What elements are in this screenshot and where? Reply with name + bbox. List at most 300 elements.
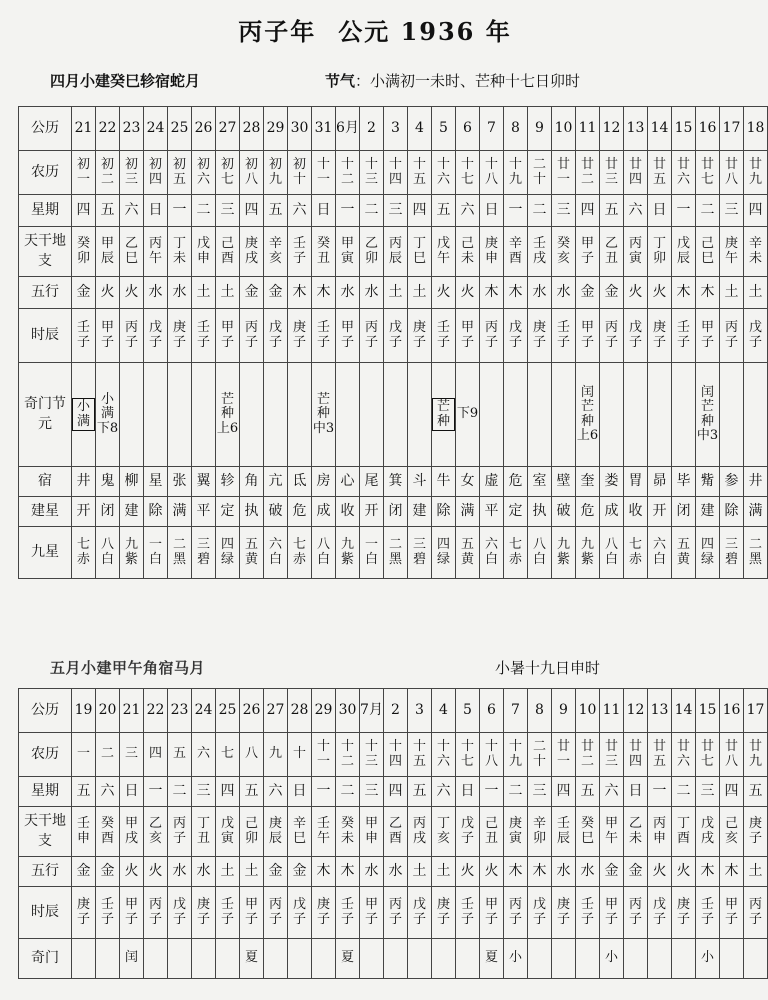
qimen-cell: 小	[600, 939, 624, 979]
qimen-cell	[288, 363, 312, 467]
row-label: 奇门	[19, 939, 72, 979]
xingqi-cell: 三	[696, 777, 720, 807]
gongli-cell: 9	[552, 689, 576, 733]
xingqi-cell: 一	[504, 195, 528, 227]
nongli-cell: 初八	[240, 151, 264, 195]
jianxing-cell: 平	[480, 497, 504, 527]
jianxing-cell: 开	[648, 497, 672, 527]
wuxing-cell: 火	[456, 857, 480, 887]
xingqi-cell: 五	[72, 777, 96, 807]
wuxing-cell: 水	[576, 857, 600, 887]
ganzhi-cell: 己巳	[696, 227, 720, 277]
ganzhi-cell: 乙未	[624, 807, 648, 857]
nongli-cell: 十九	[504, 151, 528, 195]
gongli-cell: 24	[144, 107, 168, 151]
jianxing-cell: 满	[456, 497, 480, 527]
row-label: 天干地支	[19, 227, 72, 277]
shichen-cell: 甲子	[720, 887, 744, 939]
xingqi-cell: 六	[624, 195, 648, 227]
wuxing-cell: 土	[192, 277, 216, 309]
gongli-cell: 3	[384, 107, 408, 151]
xiu-cell: 女	[456, 467, 480, 497]
qimen-cell: 下9	[456, 363, 480, 467]
ganzhi-cell: 戊寅	[216, 807, 240, 857]
gongli-cell: 23	[120, 107, 144, 151]
jianxing-cell: 平	[192, 497, 216, 527]
wuxing-cell: 土	[408, 277, 432, 309]
gongli-cell: 18	[744, 107, 768, 151]
gongli-cell: 3	[408, 689, 432, 733]
row-jiuxing	[19, 527, 768, 579]
xingqi-cell: 一	[480, 777, 504, 807]
gongli-cell: 16	[720, 689, 744, 733]
ganzhi-cell: 丙辰	[384, 227, 408, 277]
shichen-cell: 戊子	[264, 309, 288, 363]
jianxing-cell: 闭	[96, 497, 120, 527]
nongli-cell: 初二	[96, 151, 120, 195]
jianxing-cell: 建	[408, 497, 432, 527]
xingqi-cell: 六	[288, 195, 312, 227]
qimen-cell	[168, 939, 192, 979]
qimen-cell: 闰芒种上6	[576, 363, 600, 467]
qimen-cell	[504, 363, 528, 467]
wuxing-cell: 水	[552, 857, 576, 887]
xiu-cell: 井	[72, 467, 96, 497]
ganzhi-cell: 甲寅	[336, 227, 360, 277]
ganzhi-cell: 壬子	[288, 227, 312, 277]
ganzhi-cell: 己未	[456, 227, 480, 277]
ganzhi-cell: 丁巳	[408, 227, 432, 277]
nongli-cell: 廿七	[696, 151, 720, 195]
gongli-cell: 23	[168, 689, 192, 733]
wuxing-cell: 木	[696, 277, 720, 309]
wuxing-cell: 木	[720, 857, 744, 887]
wuxing-cell: 土	[744, 857, 768, 887]
xingqi-cell: 六	[264, 777, 288, 807]
ganzhi-cell: 己酉	[216, 227, 240, 277]
ganzhi-cell: 己丑	[480, 807, 504, 857]
gongli-cell: 11	[600, 689, 624, 733]
xiu-cell: 胃	[624, 467, 648, 497]
shichen-cell: 庚子	[312, 887, 336, 939]
xiu-cell: 轸	[216, 467, 240, 497]
gongli-cell: 30	[288, 107, 312, 151]
row-xiu	[19, 467, 768, 497]
wuxing-cell: 木	[672, 277, 696, 309]
wuxing-cell: 火	[144, 857, 168, 887]
nongli-cell: 初十	[288, 151, 312, 195]
wuxing-cell: 火	[648, 277, 672, 309]
qimen-cell: 小满	[72, 363, 96, 467]
nongli-cell: 九	[264, 733, 288, 777]
nongli-cell: 十三	[360, 151, 384, 195]
month-title: 四月小建癸巳轸宿蛇月	[50, 72, 201, 90]
jiuxing-cell: 五黄	[456, 527, 480, 579]
nongli-cell: 廿八	[720, 733, 744, 777]
nongli-cell: 廿一	[552, 733, 576, 777]
gongli-cell: 5	[456, 689, 480, 733]
ganzhi-cell: 辛卯	[528, 807, 552, 857]
wuxing-cell: 木	[504, 277, 528, 309]
gongli-cell: 6	[456, 107, 480, 151]
ganzhi-cell: 辛巳	[288, 807, 312, 857]
jianxing-cell: 除	[720, 497, 744, 527]
wuxing-cell: 金	[96, 857, 120, 887]
wuxing-cell: 火	[432, 277, 456, 309]
gongli-cell: 2	[360, 107, 384, 151]
shichen-cell: 庚子	[288, 309, 312, 363]
nongli-cell: 四	[144, 733, 168, 777]
section-1-header	[50, 70, 740, 90]
xiu-cell: 危	[504, 467, 528, 497]
xiu-cell: 牛	[432, 467, 456, 497]
row-label: 时辰	[19, 887, 72, 939]
gongli-cell: 31	[312, 107, 336, 151]
xingqi-cell: 一	[336, 195, 360, 227]
gongli-cell: 26	[240, 689, 264, 733]
shichen-cell: 甲子	[360, 887, 384, 939]
shichen-cell: 壬子	[336, 887, 360, 939]
xiu-cell: 亢	[264, 467, 288, 497]
ganzhi-cell: 丙申	[648, 807, 672, 857]
nongli-cell: 十四	[384, 733, 408, 777]
shichen-cell: 庚子	[408, 309, 432, 363]
qimen-cell	[144, 939, 168, 979]
xiu-cell: 娄	[600, 467, 624, 497]
qimen-cell: 小满下8	[96, 363, 120, 467]
shichen-cell: 甲子	[336, 309, 360, 363]
ganzhi-cell: 癸亥	[552, 227, 576, 277]
jianxing-cell: 执	[240, 497, 264, 527]
gongli-cell: 22	[96, 107, 120, 151]
row-label: 五行	[19, 857, 72, 887]
nongli-cell: 十六	[432, 733, 456, 777]
jianxing-cell: 建	[696, 497, 720, 527]
jiuxing-cell: 三碧	[192, 527, 216, 579]
gongli-cell: 4	[408, 107, 432, 151]
jiuxing-cell: 八白	[96, 527, 120, 579]
qimen-cell	[192, 363, 216, 467]
ganzhi-cell: 丁卯	[648, 227, 672, 277]
xingqi-cell: 一	[648, 777, 672, 807]
gongli-cell: 8	[504, 107, 528, 151]
shichen-cell: 壬子	[72, 309, 96, 363]
nongli-cell: 初七	[216, 151, 240, 195]
nongli-cell: 十五	[408, 733, 432, 777]
shichen-cell: 壬子	[192, 309, 216, 363]
ganzhi-cell: 丁亥	[432, 807, 456, 857]
jiuxing-cell: 五黄	[672, 527, 696, 579]
nongli-cell: 十一	[312, 151, 336, 195]
qimen-cell	[384, 363, 408, 467]
wuxing-cell: 土	[240, 857, 264, 887]
gongli-cell: 4	[432, 689, 456, 733]
shichen-cell: 丙子	[360, 309, 384, 363]
jiuxing-cell: 七赤	[72, 527, 96, 579]
shichen-cell: 庚子	[648, 309, 672, 363]
ganzhi-cell: 戊戌	[696, 807, 720, 857]
ganzhi-cell: 甲辰	[96, 227, 120, 277]
shichen-cell: 戊子	[528, 887, 552, 939]
row-wuxing	[19, 857, 768, 887]
gongli-cell: 6	[480, 689, 504, 733]
wuxing-cell: 火	[96, 277, 120, 309]
xingqi-cell: 六	[456, 195, 480, 227]
shichen-cell: 戊子	[744, 309, 768, 363]
row-xingqi	[19, 195, 768, 227]
wuxing-cell: 水	[192, 857, 216, 887]
xiu-cell: 张	[168, 467, 192, 497]
qimen-cell: 小	[696, 939, 720, 979]
gongli-cell: 17	[720, 107, 744, 151]
qimen-cell: 夏	[480, 939, 504, 979]
gongli-cell: 16	[696, 107, 720, 151]
jiuxing-cell: 九紫	[336, 527, 360, 579]
xingqi-cell: 二	[168, 777, 192, 807]
xingqi-cell: 三	[720, 195, 744, 227]
qimen-cell	[312, 939, 336, 979]
wuxing-cell: 火	[120, 857, 144, 887]
jianxing-cell: 成	[600, 497, 624, 527]
row-ganzhi	[19, 227, 768, 277]
xiu-cell: 井	[744, 467, 768, 497]
jianxing-cell: 危	[576, 497, 600, 527]
qimen-cell: 闰	[120, 939, 144, 979]
shichen-cell: 庚子	[528, 309, 552, 363]
shichen-cell: 甲子	[120, 887, 144, 939]
qimen-cell	[72, 939, 96, 979]
jiuxing-cell: 七赤	[288, 527, 312, 579]
wuxing-cell: 木	[696, 857, 720, 887]
section-2-header	[50, 657, 740, 677]
gongli-cell: 15	[696, 689, 720, 733]
wuxing-cell: 水	[384, 857, 408, 887]
row-gongli	[19, 689, 768, 733]
xingqi-cell: 日	[648, 195, 672, 227]
ganzhi-cell: 癸巳	[576, 807, 600, 857]
row-wuxing	[19, 277, 768, 309]
gongli-cell: 28	[288, 689, 312, 733]
qimen-cell	[672, 939, 696, 979]
qimen-cell	[672, 363, 696, 467]
jianxing-cell: 除	[144, 497, 168, 527]
jiuxing-cell: 九紫	[120, 527, 144, 579]
xingqi-cell: 四	[240, 195, 264, 227]
gongli-cell: 14	[648, 107, 672, 151]
xingqi-cell: 三	[360, 777, 384, 807]
xingqi-cell: 六	[96, 777, 120, 807]
xingqi-cell: 二	[696, 195, 720, 227]
gongli-cell: 13	[624, 107, 648, 151]
nongli-cell: 十四	[384, 151, 408, 195]
row-label: 宿	[19, 467, 72, 497]
xingqi-cell: 二	[672, 777, 696, 807]
nongli-cell: 廿五	[648, 151, 672, 195]
ganzhi-cell: 丙戌	[408, 807, 432, 857]
ganzhi-cell: 癸卯	[72, 227, 96, 277]
nongli-cell: 初一	[72, 151, 96, 195]
row-shichen	[19, 887, 768, 939]
shichen-cell: 壬子	[672, 309, 696, 363]
wuxing-cell: 木	[312, 857, 336, 887]
jiuxing-cell: 七赤	[624, 527, 648, 579]
xingqi-cell: 五	[240, 777, 264, 807]
gongli-cell: 10	[576, 689, 600, 733]
ganzhi-cell: 壬申	[72, 807, 96, 857]
ganzhi-cell: 癸未	[336, 807, 360, 857]
nongli-cell: 廿六	[672, 151, 696, 195]
jianxing-cell: 定	[216, 497, 240, 527]
xiu-cell: 奎	[576, 467, 600, 497]
nongli-cell: 三	[120, 733, 144, 777]
gongli-cell: 12	[624, 689, 648, 733]
xiu-cell: 昴	[648, 467, 672, 497]
xiu-cell: 斗	[408, 467, 432, 497]
shichen-cell: 壬子	[432, 309, 456, 363]
wuxing-cell: 水	[168, 857, 192, 887]
gongli-cell: 8	[528, 689, 552, 733]
wuxing-cell: 土	[408, 857, 432, 887]
gongli-cell: 21	[120, 689, 144, 733]
shichen-cell: 甲子	[240, 887, 264, 939]
qimen-cell: 小	[504, 939, 528, 979]
gongli-cell: 27	[264, 689, 288, 733]
jiuxing-cell: 六白	[264, 527, 288, 579]
gongli-cell: 11	[576, 107, 600, 151]
jianxing-cell: 开	[72, 497, 96, 527]
gongli-cell: 10	[552, 107, 576, 151]
ganzhi-cell: 己亥	[720, 807, 744, 857]
wuxing-cell: 火	[624, 277, 648, 309]
wuxing-cell: 土	[720, 277, 744, 309]
wuxing-cell: 土	[744, 277, 768, 309]
wuxing-cell: 金	[600, 857, 624, 887]
shichen-cell: 丙子	[504, 887, 528, 939]
shichen-cell: 丙子	[384, 887, 408, 939]
row-label: 农历	[19, 733, 72, 777]
qimen-cell	[144, 363, 168, 467]
qimen-cell: 夏	[336, 939, 360, 979]
qimen-cell	[408, 939, 432, 979]
xingqi-cell: 一	[168, 195, 192, 227]
xiu-cell: 参	[720, 467, 744, 497]
nongli-cell: 廿二	[576, 733, 600, 777]
nongli-cell: 廿八	[720, 151, 744, 195]
jiuxing-cell: 二黑	[384, 527, 408, 579]
qimen-cell	[384, 939, 408, 979]
nongli-cell: 十二	[336, 733, 360, 777]
gongli-cell: 19	[72, 689, 96, 733]
ganzhi-cell: 戊辰	[672, 227, 696, 277]
jieqi-text: 节气：小满初一未时、芒种十七日卯时	[325, 72, 581, 90]
gongli-cell: 12	[600, 107, 624, 151]
shichen-cell: 戊子	[144, 309, 168, 363]
shichen-cell: 壬子	[312, 309, 336, 363]
ganzhi-cell: 癸酉	[96, 807, 120, 857]
qimen-cell	[96, 939, 120, 979]
xingqi-cell: 五	[408, 777, 432, 807]
year-label: 丙子年	[238, 17, 317, 46]
xingqi-cell: 二	[504, 777, 528, 807]
row-label: 农历	[19, 151, 72, 195]
ganzhi-cell: 乙亥	[144, 807, 168, 857]
wuxing-cell: 火	[456, 277, 480, 309]
row-label: 九星	[19, 527, 72, 579]
nongli-cell: 初五	[168, 151, 192, 195]
jianxing-cell: 闭	[672, 497, 696, 527]
jiuxing-cell: 三碧	[408, 527, 432, 579]
shichen-cell: 丙子	[600, 309, 624, 363]
nongli-cell: 廿九	[744, 151, 768, 195]
shichen-cell: 壬子	[456, 887, 480, 939]
wuxing-cell: 金	[624, 857, 648, 887]
qimen-cell	[720, 939, 744, 979]
row-label: 建星	[19, 497, 72, 527]
xingqi-cell: 二	[336, 777, 360, 807]
wuxing-cell: 土	[216, 277, 240, 309]
ganzhi-cell: 辛未	[744, 227, 768, 277]
ganzhi-cell: 戊申	[192, 227, 216, 277]
xingqi-cell: 四	[552, 777, 576, 807]
shichen-cell: 庚子	[552, 887, 576, 939]
ganzhi-cell: 丙寅	[624, 227, 648, 277]
xingqi-cell: 五	[576, 777, 600, 807]
jiuxing-cell: 七赤	[504, 527, 528, 579]
wuxing-cell: 金	[576, 277, 600, 309]
wuxing-cell: 木	[336, 857, 360, 887]
xingqi-cell: 一	[312, 777, 336, 807]
wuxing-cell: 金	[264, 277, 288, 309]
shichen-cell: 甲子	[216, 309, 240, 363]
nongli-cell: 廿六	[672, 733, 696, 777]
qimen-cell	[432, 939, 456, 979]
ganzhi-cell: 壬辰	[552, 807, 576, 857]
nongli-cell: 十九	[504, 733, 528, 777]
wuxing-cell: 木	[480, 277, 504, 309]
jianxing-cell: 收	[624, 497, 648, 527]
qimen-cell	[264, 939, 288, 979]
wuxing-cell: 火	[648, 857, 672, 887]
ganzhi-cell: 甲申	[360, 807, 384, 857]
jianxing-cell: 满	[168, 497, 192, 527]
jiuxing-cell: 八白	[312, 527, 336, 579]
wuxing-cell: 火	[120, 277, 144, 309]
xiu-cell: 柳	[120, 467, 144, 497]
gongli-cell: 22	[144, 689, 168, 733]
nongli-cell: 初三	[120, 151, 144, 195]
wuxing-cell: 金	[288, 857, 312, 887]
shichen-cell: 庚子	[168, 309, 192, 363]
jiuxing-cell: 三碧	[720, 527, 744, 579]
nongli-cell: 二十	[528, 733, 552, 777]
wuxing-cell: 水	[360, 857, 384, 887]
wuxing-cell: 木	[528, 857, 552, 887]
qimen-cell	[648, 939, 672, 979]
jiuxing-cell: 五黄	[240, 527, 264, 579]
gongli-cell: 7	[504, 689, 528, 733]
xiu-cell: 尾	[360, 467, 384, 497]
nongli-cell: 十七	[456, 733, 480, 777]
gongli-cell: 17	[744, 689, 768, 733]
nongli-cell: 廿二	[576, 151, 600, 195]
nongli-cell: 初九	[264, 151, 288, 195]
xingqi-cell: 三	[384, 195, 408, 227]
wuxing-cell: 金	[240, 277, 264, 309]
qimen-cell: 闰芒种中3	[696, 363, 720, 467]
era-label: 公元 1936 年	[338, 17, 512, 46]
ganzhi-cell: 辛亥	[264, 227, 288, 277]
row-label: 星期	[19, 195, 72, 227]
